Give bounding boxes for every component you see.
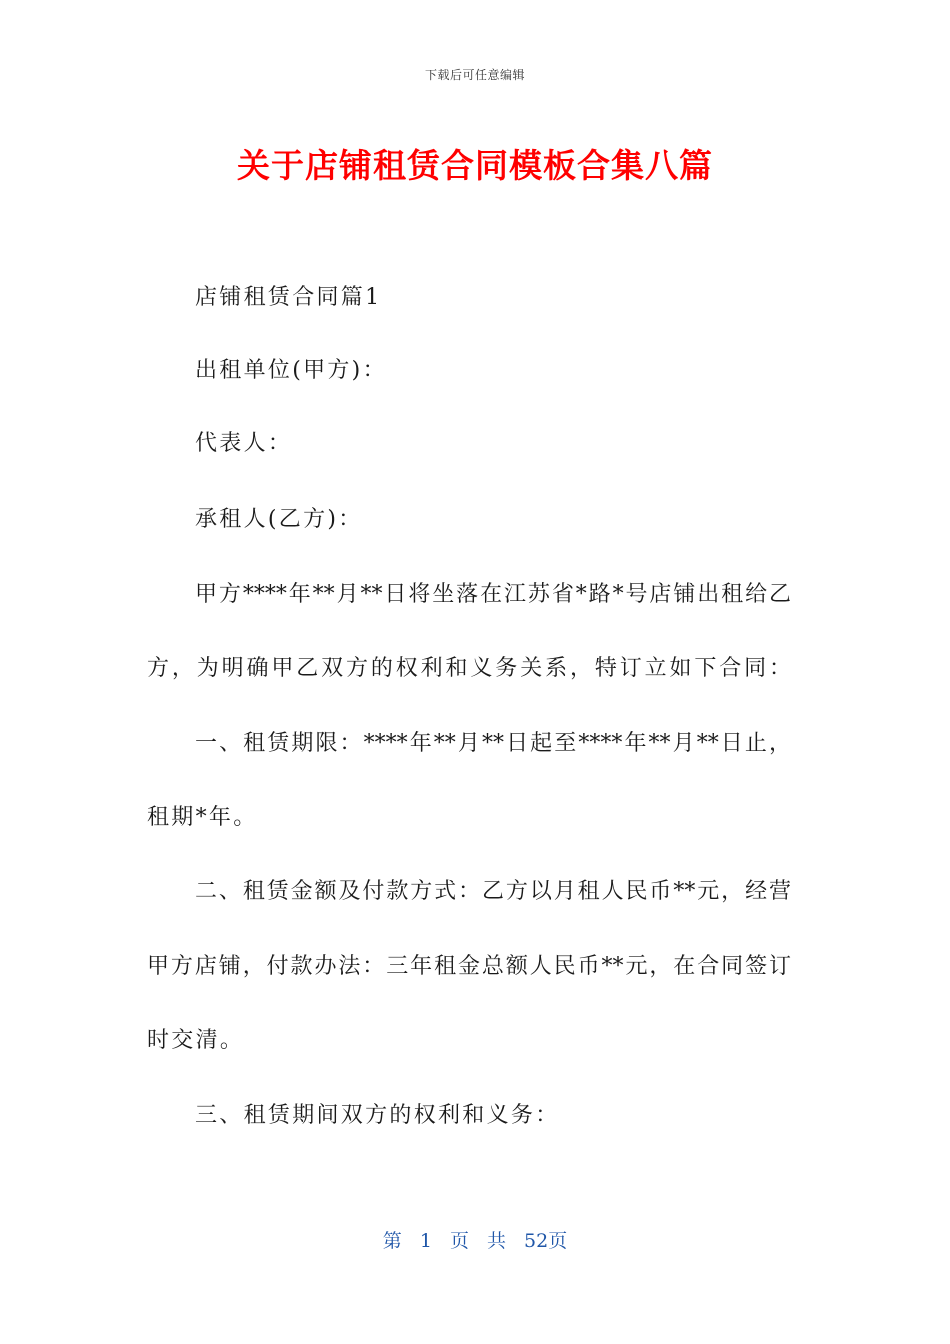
paragraph-line: 时交清。 [147,1028,245,1053]
paragraph-line: 代表人： [195,431,293,456]
document-title: 关于店铺租赁合同模板合集八篇 [237,146,713,185]
paragraph-line: 三、租赁期间双方的权利和义务： [195,1103,560,1128]
paragraph-line: 甲方店铺，付款办法：三年租金总额人民币**元，在合同签订 [147,954,791,979]
section-heading: 店铺租赁合同篇1 [195,285,382,310]
page-counter: 第 1 页 共 52页 [382,1230,568,1252]
paragraph-line: 租期*年。 [147,805,258,830]
paragraph-line: 承租人(乙方)： [195,507,363,532]
paragraph-line: 方，为明确甲乙双方的权利和义务关系，特订立如下合同： [147,656,791,681]
paragraph-line: 二、租赁金额及付款方式：乙方以月租人民币**元，经营 [195,879,791,904]
header-note: 下载后可任意编辑 [424,68,525,82]
paragraph-line: 一、租赁期限：****年**月**日起至****年**月**日止， [195,731,791,756]
paragraph-line: 甲方****年**月**日将坐落在江苏省*路*号店铺出租给乙 [195,582,791,607]
paragraph-line: 出租单位(甲方)： [195,358,387,383]
